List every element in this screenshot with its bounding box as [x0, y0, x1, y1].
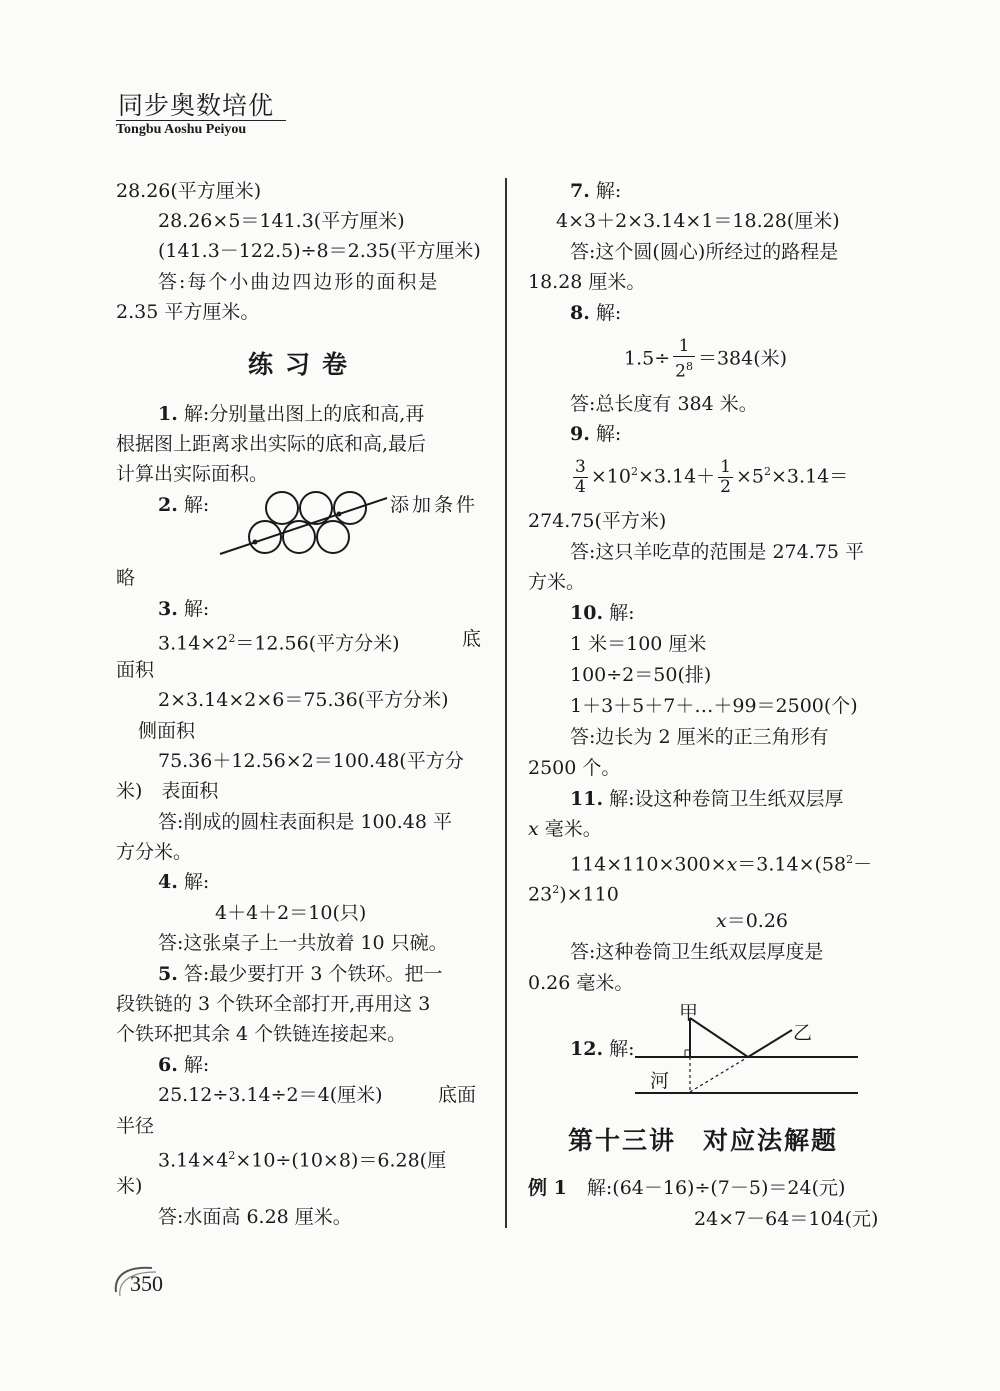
- question-number: 6.: [158, 1054, 178, 1076]
- text-line: 答:每个小曲边四边形的面积是: [158, 271, 440, 293]
- question-number: 12.: [570, 1038, 604, 1060]
- formula-line: 75.36＋12.56×2＝100.48(平方分: [158, 750, 464, 772]
- question-number: 1.: [158, 403, 178, 425]
- page-number: 350: [130, 1271, 163, 1296]
- text-line: 答:水面高 6.28 厘米。: [158, 1206, 352, 1228]
- text-line: 计算出实际面积。: [116, 463, 269, 485]
- question-number: 10.: [570, 602, 604, 624]
- column-divider: [505, 178, 507, 1228]
- text-line: 解:: [183, 1054, 210, 1076]
- text-line: 2.35 平方厘米。: [116, 301, 260, 323]
- formula-line: 2×3.14×2×6＝75.36(平方分米): [158, 689, 449, 711]
- chapter-title: 第十三讲 对应法解题: [568, 1126, 839, 1155]
- text-line: 解:: [609, 1038, 635, 1060]
- circles-figure: [215, 490, 395, 560]
- text-line: 解:分别量出图上的底和高,再: [183, 403, 425, 425]
- text-line: 解:: [183, 494, 210, 516]
- formula-line: 25.12÷3.14÷2＝4(厘米): [158, 1084, 383, 1106]
- text-line: x 毫米。: [528, 818, 602, 840]
- text-line: 解:: [595, 180, 622, 202]
- formula-line: $114\times 110\times 300\times x=3.14\times(58^2-$: [570, 853, 873, 876]
- text-line: 2500 个。: [528, 757, 621, 779]
- text-line: 答:削成的圆柱表面积是 100.48 平: [158, 811, 452, 833]
- text-line: 个铁环把其余 4 个铁链连接起来。: [116, 1023, 407, 1045]
- formula-line: 解:(64－16)÷(7－5)＝24(元): [586, 1177, 846, 1199]
- text-line: 274.75(平方米): [528, 510, 667, 532]
- point-label: 甲: [679, 1002, 699, 1024]
- river-label: 河: [650, 1070, 670, 1092]
- formula-line: $\frac{3}{4}$ $\times 10^2\times 3.14+$ $\frac{1}{2}$ $\times 5^2\times 3.14=$: [575, 456, 849, 497]
- formula-line: 1＋3＋5＋7＋…＋99＝2500(个): [570, 695, 858, 717]
- text-line: 答:这只羊吃草的范围是 274.75 平: [570, 541, 864, 563]
- text-line: 答:这个圆(圆心)所经过的路程是: [570, 241, 839, 263]
- text-line: 答:最少要打开 3 个铁环。把一: [183, 963, 443, 985]
- question-number: 9.: [570, 423, 590, 445]
- text-line: 侧面积: [138, 720, 196, 742]
- formula-line: x＝0.26: [716, 910, 789, 932]
- question-number: 4.: [158, 871, 178, 893]
- text-line: 底: [462, 628, 482, 650]
- text-line: 18.28 厘米。: [528, 271, 646, 293]
- text-line: 解:: [595, 302, 622, 324]
- text-line: 答:总长度有 384 米。: [570, 393, 758, 415]
- text-line: 面积: [116, 659, 155, 681]
- text-line: 解:: [183, 871, 210, 893]
- question-number: 2.: [158, 494, 178, 516]
- section-title: 练习卷: [248, 350, 360, 379]
- question-number: 7.: [570, 180, 590, 202]
- formula-line: 1.5÷ $\frac{1}{2^8}$ ＝384(米): [624, 336, 788, 382]
- text-line: (141.3－122.5)÷8＝2.35(平方厘米): [158, 240, 481, 262]
- text-line: 底面: [438, 1084, 477, 1106]
- text-line: 答:这张桌子上一共放着 10 只碗。: [158, 932, 448, 954]
- question-number: 8.: [570, 302, 590, 324]
- text-line: 28.26(平方厘米): [116, 180, 262, 202]
- text-line: 方米。: [528, 571, 586, 593]
- text-line: 0.26 毫米。: [528, 972, 634, 994]
- question-number: 11.: [570, 788, 604, 810]
- question-number: 5.: [158, 963, 178, 985]
- point-label: 乙: [793, 1022, 813, 1044]
- text-line: 添加条件: [390, 494, 479, 516]
- formula-line: 24×7－64＝104(元): [694, 1208, 879, 1230]
- text-line: 略: [116, 567, 136, 589]
- formula-line: $3.14\times 4^2\times 10\div(10\times 8)=6.28$(厘: [158, 1149, 447, 1172]
- text-line: 答:边长为 2 厘米的正三角形有: [570, 726, 829, 748]
- example-label: 例 1: [528, 1177, 567, 1199]
- formula-line: 1 米＝100 厘米: [570, 633, 707, 655]
- formula-line: 4×3＋2×3.14×1＝18.28(厘米): [556, 210, 840, 232]
- book-title: 同步奥数培优: [118, 91, 275, 120]
- text-line: 解:设这种卷筒卫生纸双层厚: [609, 788, 844, 810]
- text-line: 解:: [609, 602, 635, 624]
- text-line: 米) 表面积: [116, 780, 219, 802]
- fraction: $\frac{1}{2^8}$: [675, 336, 693, 382]
- text-line: 解:: [595, 423, 622, 445]
- text-line: 方分米。: [116, 841, 193, 863]
- book-title-pinyin: Tongbu Aoshu Peiyou: [116, 122, 247, 137]
- formula-line: $3.14\times 2^2=12.56$(平方分米): [158, 632, 400, 655]
- text-line: 段铁链的 3 个铁环全部打开,再用这 3: [116, 993, 431, 1015]
- text-line: 根据图上距离求出实际的底和高,最后: [116, 433, 427, 455]
- text-line: 28.26×5＝141.3(平方厘米): [158, 210, 405, 232]
- formula-line: 4＋4＋2＝10(只): [215, 902, 367, 924]
- text-line: 解:: [183, 598, 210, 620]
- text-line: 半径: [116, 1115, 155, 1137]
- formula-line: $23^2)\times 110$: [528, 883, 619, 906]
- header-rule: [116, 120, 286, 121]
- formula-line: 100÷2＝50(排): [570, 664, 712, 686]
- text-line: 答:这种卷筒卫生纸双层厚度是: [570, 941, 824, 963]
- text-line: 米): [116, 1175, 143, 1197]
- question-number: 3.: [158, 598, 178, 620]
